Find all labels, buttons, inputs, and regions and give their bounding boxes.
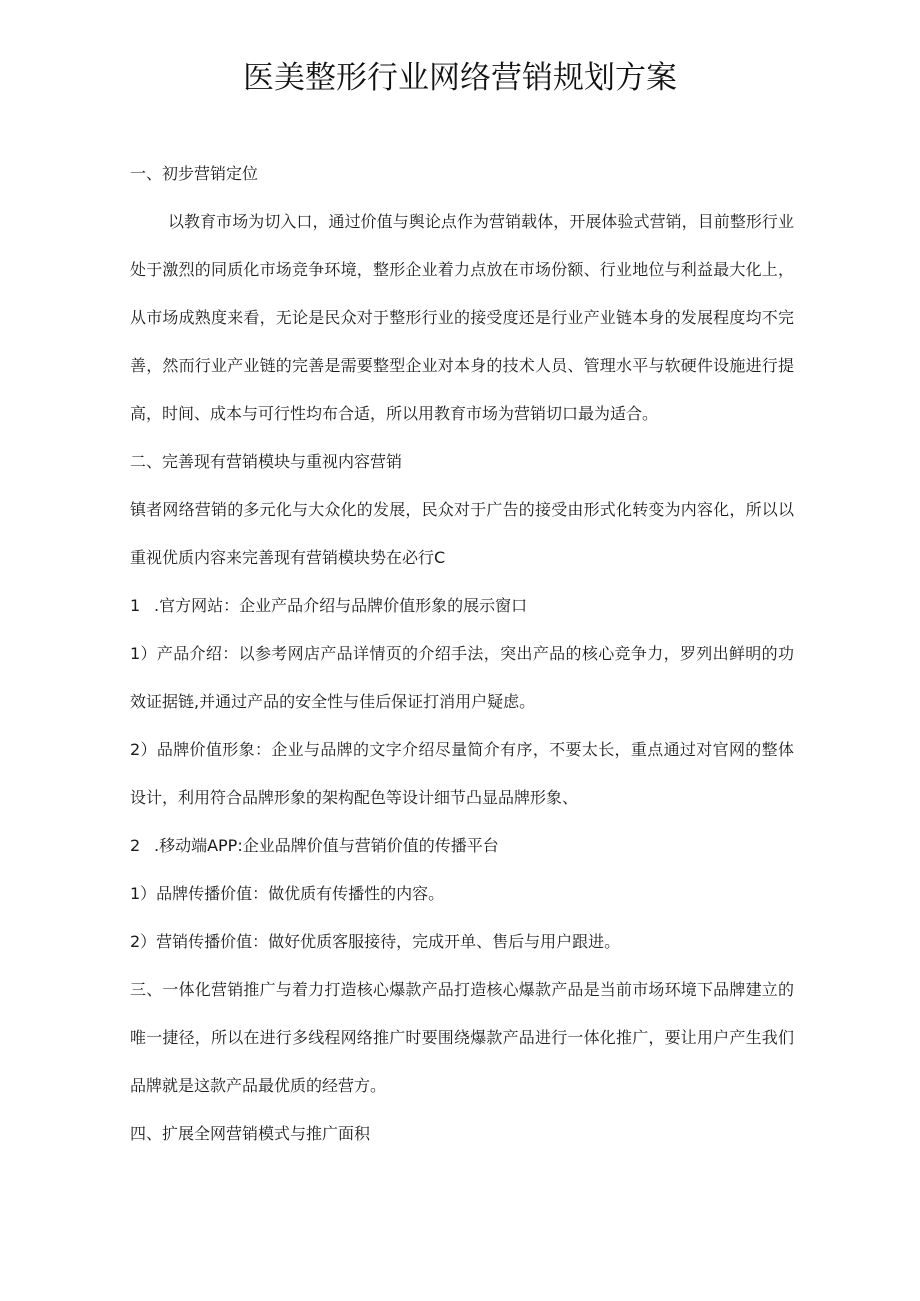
list-item-2-sub-2: 2）营销传播价值：做好优质客服接待，完成开单、售后与用户跟进。	[130, 932, 621, 951]
list-item-1-text: .官方网站：企业产品介绍与品牌价值形象的展示窗口	[154, 596, 528, 615]
section-1-heading: 一、初步营销定位	[130, 164, 259, 183]
list-item-1-sub-2: 2）品牌价值形象：企业与品牌的文字介绍尽量简介有序，不要太长，重点通过对官网的整体设计，利用符合品牌形象的架构配色等设计细节凸显品牌形象、	[130, 740, 794, 807]
list-item-2-sub-1: 1）品牌传播价值：做优质有传播性的内容。	[130, 884, 445, 903]
section-3-paragraph: 三、一体化营销推广与着力打造核心爆款产品打造核心爆款产品是当前市场环境下品牌建立的唯一捷径，所以在进行多线程网络推广时要围绕爆款产品进行一体化推广，要让用户产生我们品牌就是这款产品最优质的经营方。	[130, 980, 794, 1095]
list-item-1	[130, 582, 794, 630]
document-body	[130, 150, 794, 1158]
section-2-heading: 二、完善现有营销模块与重视内容营销	[130, 452, 403, 471]
list-item-1-sub-1: 1）产品介绍：以参考网店产品详情页的介绍手法，突出产品的核心竞争力，罗列出鲜明的功效证据链,并通过产品的安全性与佳后保证打消用户疑虑。	[130, 644, 794, 711]
section-1-paragraph: 以教育市场为切入口，通过价值与舆论点作为营销载体，开展体验式营销，目前整形行业处于激烈的同质化市场竞争环境，整形企业着力点放在市场份额、行业地位与利益最大化上，从市场成熟度来看，无论是民众对于整形行业的接受度还是行业产业链本身的发展程度均不完善，然而行业产业链的完善是需要整型企业对本身的技术人员、管理水平与软硬件设施进行提高，时间、成本与可行性均布合适，所以用教育市场为营销切口最为适合。	[130, 212, 794, 423]
section-4-heading: 四、扩展全网营销模式与推广面积	[130, 1124, 371, 1143]
section-2-paragraph: 镇者网络营销的多元化与大众化的发展，民众对于广告的接受由形式化转变为内容化，所以以重视优质内容来完善现有营销模块势在必行C	[130, 500, 794, 567]
list-item-2	[130, 822, 794, 870]
document-title: 医美整形行业网络营销规划方案	[243, 60, 677, 96]
list-item-2-number: 2	[130, 836, 141, 855]
list-item-1-number: 1	[130, 596, 141, 615]
list-item-2-text: .移动端APP:企业品牌价值与营销价值的传播平台	[154, 836, 499, 855]
